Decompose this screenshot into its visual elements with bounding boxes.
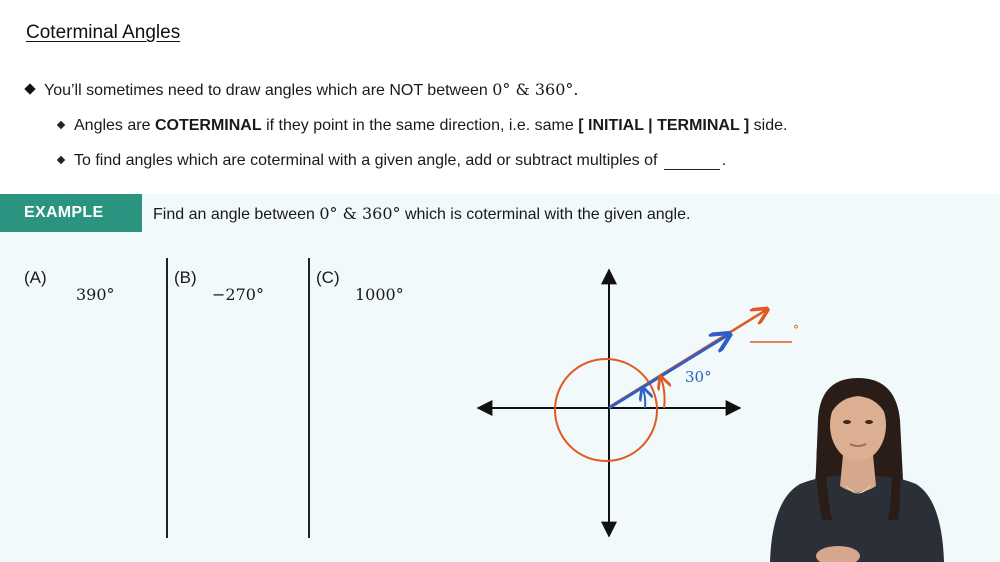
bullet-main-text: You’ll sometimes need to draw angles which are NOT between <box>44 82 488 99</box>
sub1-bold: COTERMINAL <box>154 117 262 134</box>
sub1-post: side. <box>753 117 788 134</box>
sub2-post: . <box>721 152 727 169</box>
presenter-eye-right <box>865 420 873 424</box>
part-b-label: (B) <box>174 268 197 287</box>
angle-label: 30° <box>685 368 712 386</box>
part-a-label: (A) <box>24 268 47 287</box>
example-tag: EXAMPLE <box>0 194 142 232</box>
example-prompt-pre: Find an angle between <box>153 206 315 223</box>
diagram-degree-symbol: ° <box>793 323 799 337</box>
sub2-pre: To find angles which are coterminal with a given angle, add or subtract multiples of <box>74 152 658 169</box>
bullet-main-math: 0° & 360°. <box>492 80 579 99</box>
example-prompt-post: which is coterminal with the given angle. <box>404 206 691 223</box>
sub1-bracket: [ INITIAL | TERMINAL ] <box>578 117 750 134</box>
page-title: Coterminal Angles <box>26 22 181 43</box>
sub1-mid: if they point in the same direction, i.e. same <box>266 117 574 134</box>
example-prompt-math: 0° & 360° <box>319 204 401 223</box>
sub1-pre: Angles are <box>74 117 151 134</box>
part-a-value: 390° <box>76 285 115 304</box>
part-c-label: (C) <box>316 268 340 287</box>
part-b-value: −270° <box>212 285 264 304</box>
presenter-eye-left <box>843 420 851 424</box>
part-c-value: 1000° <box>355 285 404 304</box>
